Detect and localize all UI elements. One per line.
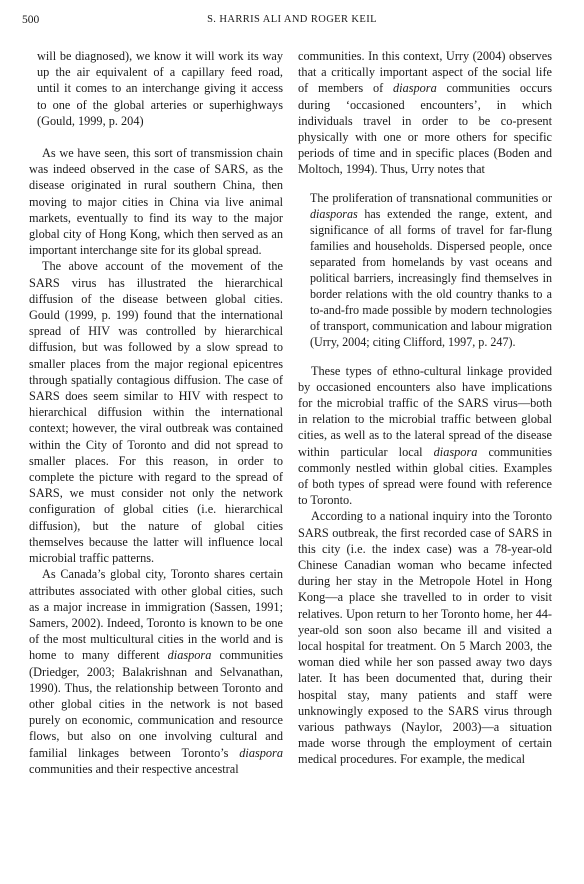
text-run: has extended the range, extent, and significance of all forms of travel for far-flung families and households. Dispersed people, once separated from homelands by vast oceans and political barriers, increasingly find themselves in border relations with the old country thanks to a to-and-fro made possible by modern technologies of transport, communication and labour migration (Urry, 2004; citing Clifford, 1997, p. 247). bbox=[310, 206, 552, 350]
page-header bbox=[22, 14, 562, 30]
emphasis-diaspora: diaspora bbox=[393, 81, 437, 96]
right-column bbox=[298, 48, 552, 768]
text-run: communities and their respective ancestral bbox=[29, 761, 239, 776]
text-run: communities occurs during ‘occasioned encounters’, in which individuals travel in order to be co-present physically with one or more others for specific periods of time and in specific places (Boden and Moltoch, 1994). Thus, Urry notes that bbox=[298, 81, 552, 177]
block-quote-urry bbox=[310, 190, 552, 351]
text-run: The proliferation of transnational communities or bbox=[310, 190, 552, 205]
text-run: communities (Driedger, 2003; Balakrishnan and Selvanathan, 1990). Thus, the relationship between Toronto and other global cities in the network is not based purely on economic, communication and resource flows, but also on one involving cultural and familial linkages between Toronto’s bbox=[29, 648, 283, 760]
text-run: These types of ethno-cultural linkage provided by occasioned encounters also have implications for the microbial traffic of the SARS virus—both in relation to the microbial traffic between global cities, as well as to the lateral spread of the disease within particular local bbox=[298, 363, 552, 459]
text-run: communities. In this context, Urry (2004) observes that a critically important aspect of the social life of members of bbox=[298, 49, 552, 96]
paragraph-index-case: According to a national inquiry into the Toronto SARS outbreak, the first recorded case of SARS in this city (i.e. the index case) was a 78-year-old Chinese Canadian woman who became infected during her stay in the Metropole Hotel in Hong Kong—a place she travelled to in order to visit relatives. Upon return to her Toronto home, her 44-year-old son soon also became ill and visited a local hospital for treatment. On 5 March 2003, the woman died while her son passed away two days later. It has been documented that, during their hospital stay, many patients and staff were unknowingly exposed to the SARS virus through various pathways (Naylor, 2003)—a situation made worse through the employment of certain medical procedures. For example, the medical bbox=[298, 509, 552, 767]
text-run: communities commonly nestled within global cities. Examples of both types of spread were found with reference to Toronto. bbox=[298, 444, 552, 508]
block-quote-continuation: will be diagnosed), we know it will work its way up the air equivalent of a capillary feed road, until it comes to an interchange giving it access to one of the global arteries or superhighways (Gould, 1999, p. 204) bbox=[37, 49, 283, 128]
block-quote-text bbox=[310, 190, 552, 351]
paragraph-ethno-cultural-linkage bbox=[298, 363, 552, 509]
page-number: 500 bbox=[22, 14, 40, 26]
emphasis-diaspora: diaspora bbox=[167, 648, 212, 663]
running-head: S. HARRIS ALI AND ROGER KEIL bbox=[207, 14, 377, 25]
left-column bbox=[29, 48, 283, 777]
emphasis-diasporas: diasporas bbox=[310, 206, 358, 221]
paragraph-hierarchical-diffusion: The above account of the movement of the SARS virus has illustrated the hierarchical diffusion of the disease between global cities. Gould (1999, p. 199) found that the international spread of HIV was controlled by hierarchical diffusion, but was followed by a slow spread to smaller places from the major regional epicentres through spatially contagious diffusion. The case of SARS does seem similar to HIV with respect to hierarchical diffusion within the international context; however, the viral outbreak was contained within the City of Toronto and did not spread to smaller places. For this reason, in order to complete the picture with regard to the spread of SARS, we must consider not only the network configuration of global cities (i.e. hierarchical diffusion), but the nature of global cities themselves because the latter will influence local microbial traffic patterns. bbox=[29, 259, 283, 566]
paragraph-urry-continuation bbox=[298, 48, 552, 178]
paragraph-transmission-chain: As we have seen, this sort of transmission chain was indeed observed in the case of SARS, as the disease originated in rural southern China, then moving to major cities in China via live animal markets, eventually to find its way to the major global city of Hong Kong, which then served as an important interchange site for its global spread. bbox=[29, 146, 283, 258]
paragraph-toronto-global-city bbox=[29, 566, 283, 777]
emphasis-diaspora: diaspora bbox=[433, 444, 478, 459]
text-run: As Canada’s global city, Toronto shares certain attributes associated with other global cities, such as a major increase in immigration (Sassen, 1991; Samers, 2002). Indeed, Toronto is known to be one of the most multicultural cities in the world and is home to many different bbox=[29, 567, 283, 663]
emphasis-diaspora: diaspora bbox=[239, 745, 283, 760]
